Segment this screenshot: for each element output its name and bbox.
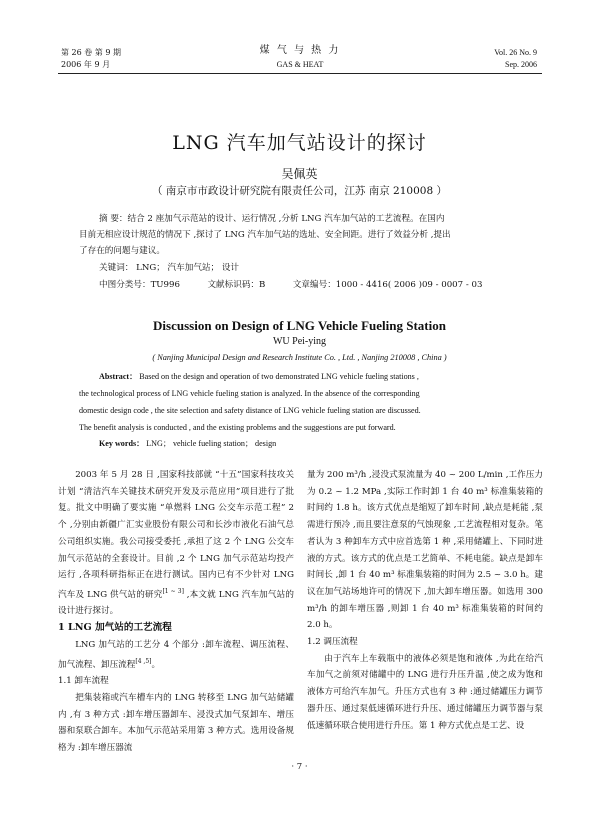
keywords-zh-label: 关键词： (99, 263, 134, 273)
section-1-paragraph (58, 637, 294, 673)
subsection-1-2-heading: 1.2 调压流程 (307, 637, 358, 648)
section-1-heading: 1 LNG 加气站的工艺流程 (58, 622, 172, 634)
page-number: · 7 · (291, 762, 308, 772)
intro-text-end: ,本文就 LNG 汽车加气站的设计进行探讨。 (58, 589, 294, 617)
journal-name-zh: 煤 气 与 热 力 (259, 45, 341, 56)
keywords-en (99, 436, 276, 452)
abstract-en-line2: the technological process of LNG vehicle fueling station is analyzed. In the absence of the corresponding (79, 389, 420, 398)
body-column-right (307, 467, 543, 734)
classification-line (99, 277, 482, 293)
abstract-en-text1: Based on the design and operation of two demonstrated LNG vehicle fueling stations , (139, 372, 419, 381)
paper-title-en: Discussion on Design of LNG Vehicle Fueling Station (153, 318, 446, 333)
intro-text: 2003 年 5 月 28 日 ,国家科技部就 “十五”国家科技攻关计划 “清洁汽车关键技术研究开发及示范应用”项目进行了批复。批文中明确了要实施 “单燃料 LNG 公交车示范工程” 2 个 ,分别由新疆广汇实业股份有限公司和长沙市液化石油气总公司组织实施。我公司接受委托 ,承担了这 2 个 LNG 公交车加气示范站的全套设计。目前 ,2 个 LNG 加气示范站均投产运行 ,各项科研指标正在进行测试。国内已有不少针对 LNG 汽车及 LNG 供气站的研究 (58, 470, 294, 600)
keywords-zh-text: LNG； 汽车加气站； 设计 (136, 263, 240, 273)
doc-code: B (259, 280, 266, 290)
header-rule (58, 73, 542, 74)
keywords-en-label: Key words： (99, 439, 145, 448)
journal-date: 2006 年 9 月 (61, 60, 111, 69)
abstract-en-line1 (99, 369, 519, 385)
section-1-text-end: 。 (151, 659, 161, 670)
clc-code: TU996 (150, 280, 180, 290)
journal-volume-issue: 第 26 卷 第 9 期 (61, 48, 121, 57)
section-1-text: LNG 加气站的工艺分 4 个部分 :卸车流程、调压流程、加气流程、卸压流程 (58, 639, 294, 670)
article-no-label: 文章编号： (292, 280, 336, 290)
clc-label: 中图分类号： (99, 280, 151, 290)
abstract-zh-line3: 了存在的问题与建议。 (79, 246, 165, 256)
author-zh: 吴佩英 (281, 167, 318, 181)
doc-code-label: 文献标识码： (207, 280, 260, 290)
affiliation-zh: （ 南京市市政设计研究院有限责任公司，江苏 南京 210008 ） (152, 185, 447, 197)
journal-name-en: GAS & HEAT (276, 60, 324, 69)
author-en: WU Pei-ying (272, 336, 327, 347)
subsection-1-2-paragraph: 由于汽车上车载瓶中的液体必须是饱和液体 ,为此在给汽车加气之前须对储罐中的 LNG 进行升压升温 ,使之成为饱和液体方可给汽车加气。升压方式也有 3 种 :通过储罐压力调节器升压、通过泵低速循环进行升压、通过储罐压力调节器与泵低速循环联合使用进行升压。第 1 种方式优点是工艺、设 (307, 653, 543, 731)
abstract-en-label: Abstract： (99, 372, 138, 381)
abstract-zh (99, 211, 519, 227)
abstract-zh-label: 摘 要： (99, 214, 128, 224)
abstract-zh-line2: 目前无相应设计规范的情况下 ,探讨了 LNG 汽车加气站的选址、安全间距。进行了效益分析 ,提出 (79, 230, 451, 240)
abstract-en-line3: domestic design code , the site selection and safety distance of LNG vehicle fueling station are discussed. (79, 406, 421, 415)
keywords-en-text: LNG； vehicle fueling station； design (146, 439, 277, 448)
citation-1-3: [1 ~ 3] (162, 587, 184, 595)
abstract-zh-line1: 结合 2 座加气示范站的设计、运行情况 ,分析 LNG 汽车加气站的工艺流程。在国内 (127, 214, 445, 224)
affiliation-en: ( Nanjing Municipal Design and Research Institute Co. , Ltd. , Nanjing 210008 , China ) (152, 353, 447, 362)
journal-date-en: Sep. 2006 (505, 60, 537, 69)
keywords-zh (99, 260, 239, 276)
subsection-1-1-heading: 1.1 卸车流程 (58, 676, 109, 687)
body-column-left (58, 467, 294, 757)
subsection-1-1-paragraph: 把集装箱或汽车槽车内的 LNG 转移至 LNG 加气站储罐内 ,有 3 种方式 :卸车增压器卸车、浸没式加气泵卸车、增压器和泵联合卸车。本加气示范站采用第 3 种方式。选用设备规格为 :卸车增压器流 (58, 692, 294, 753)
citation-4-5: [4 ,5] (135, 657, 152, 665)
journal-volume-en: Vol. 26 No. 9 (494, 48, 537, 57)
article-no: 1000 - 4416( 2006 )09 - 0007 - 03 (335, 280, 483, 290)
paper-title-zh: LNG 汽车加气站设计的探讨 (172, 132, 427, 154)
subsection-1-1-continued: 量为 200 m³/h ,浸没式泵流量为 40 ~ 200 L/min ,工作压力为 0.2 ~ 1.2 MPa ,实际工作时卸 1 台 40 m³ 标准集装箱的时间约 1.8 h。该方式优点是缩短了卸车时间 ,缺点是耗能 ,泵需进行预冷 ,而且要注意泵的气蚀现象 ,工艺流程相对复杂。笔者认为 3 种卸车方式中应首选第 1 种 ,采用储罐上、下同时进液的方式。该方式的优点是工艺简单、不耗电能。缺点是卸车时间长 ,卸 1 台 40 m³ 标准集装箱的时间为 2.5 ~ 3.0 h。建议在加气站场地许可的情况下 ,加大卸车增压器。如选用 300 m³/h 的卸车增压器 ,则卸 1 台 40 m³ 标准集装箱的时间约 2.0 h。 (307, 470, 543, 631)
intro-paragraph (58, 467, 294, 620)
abstract-en-line4: The benefit analysis is conducted , and the existing problems and the suggestions are put forward. (79, 423, 396, 432)
